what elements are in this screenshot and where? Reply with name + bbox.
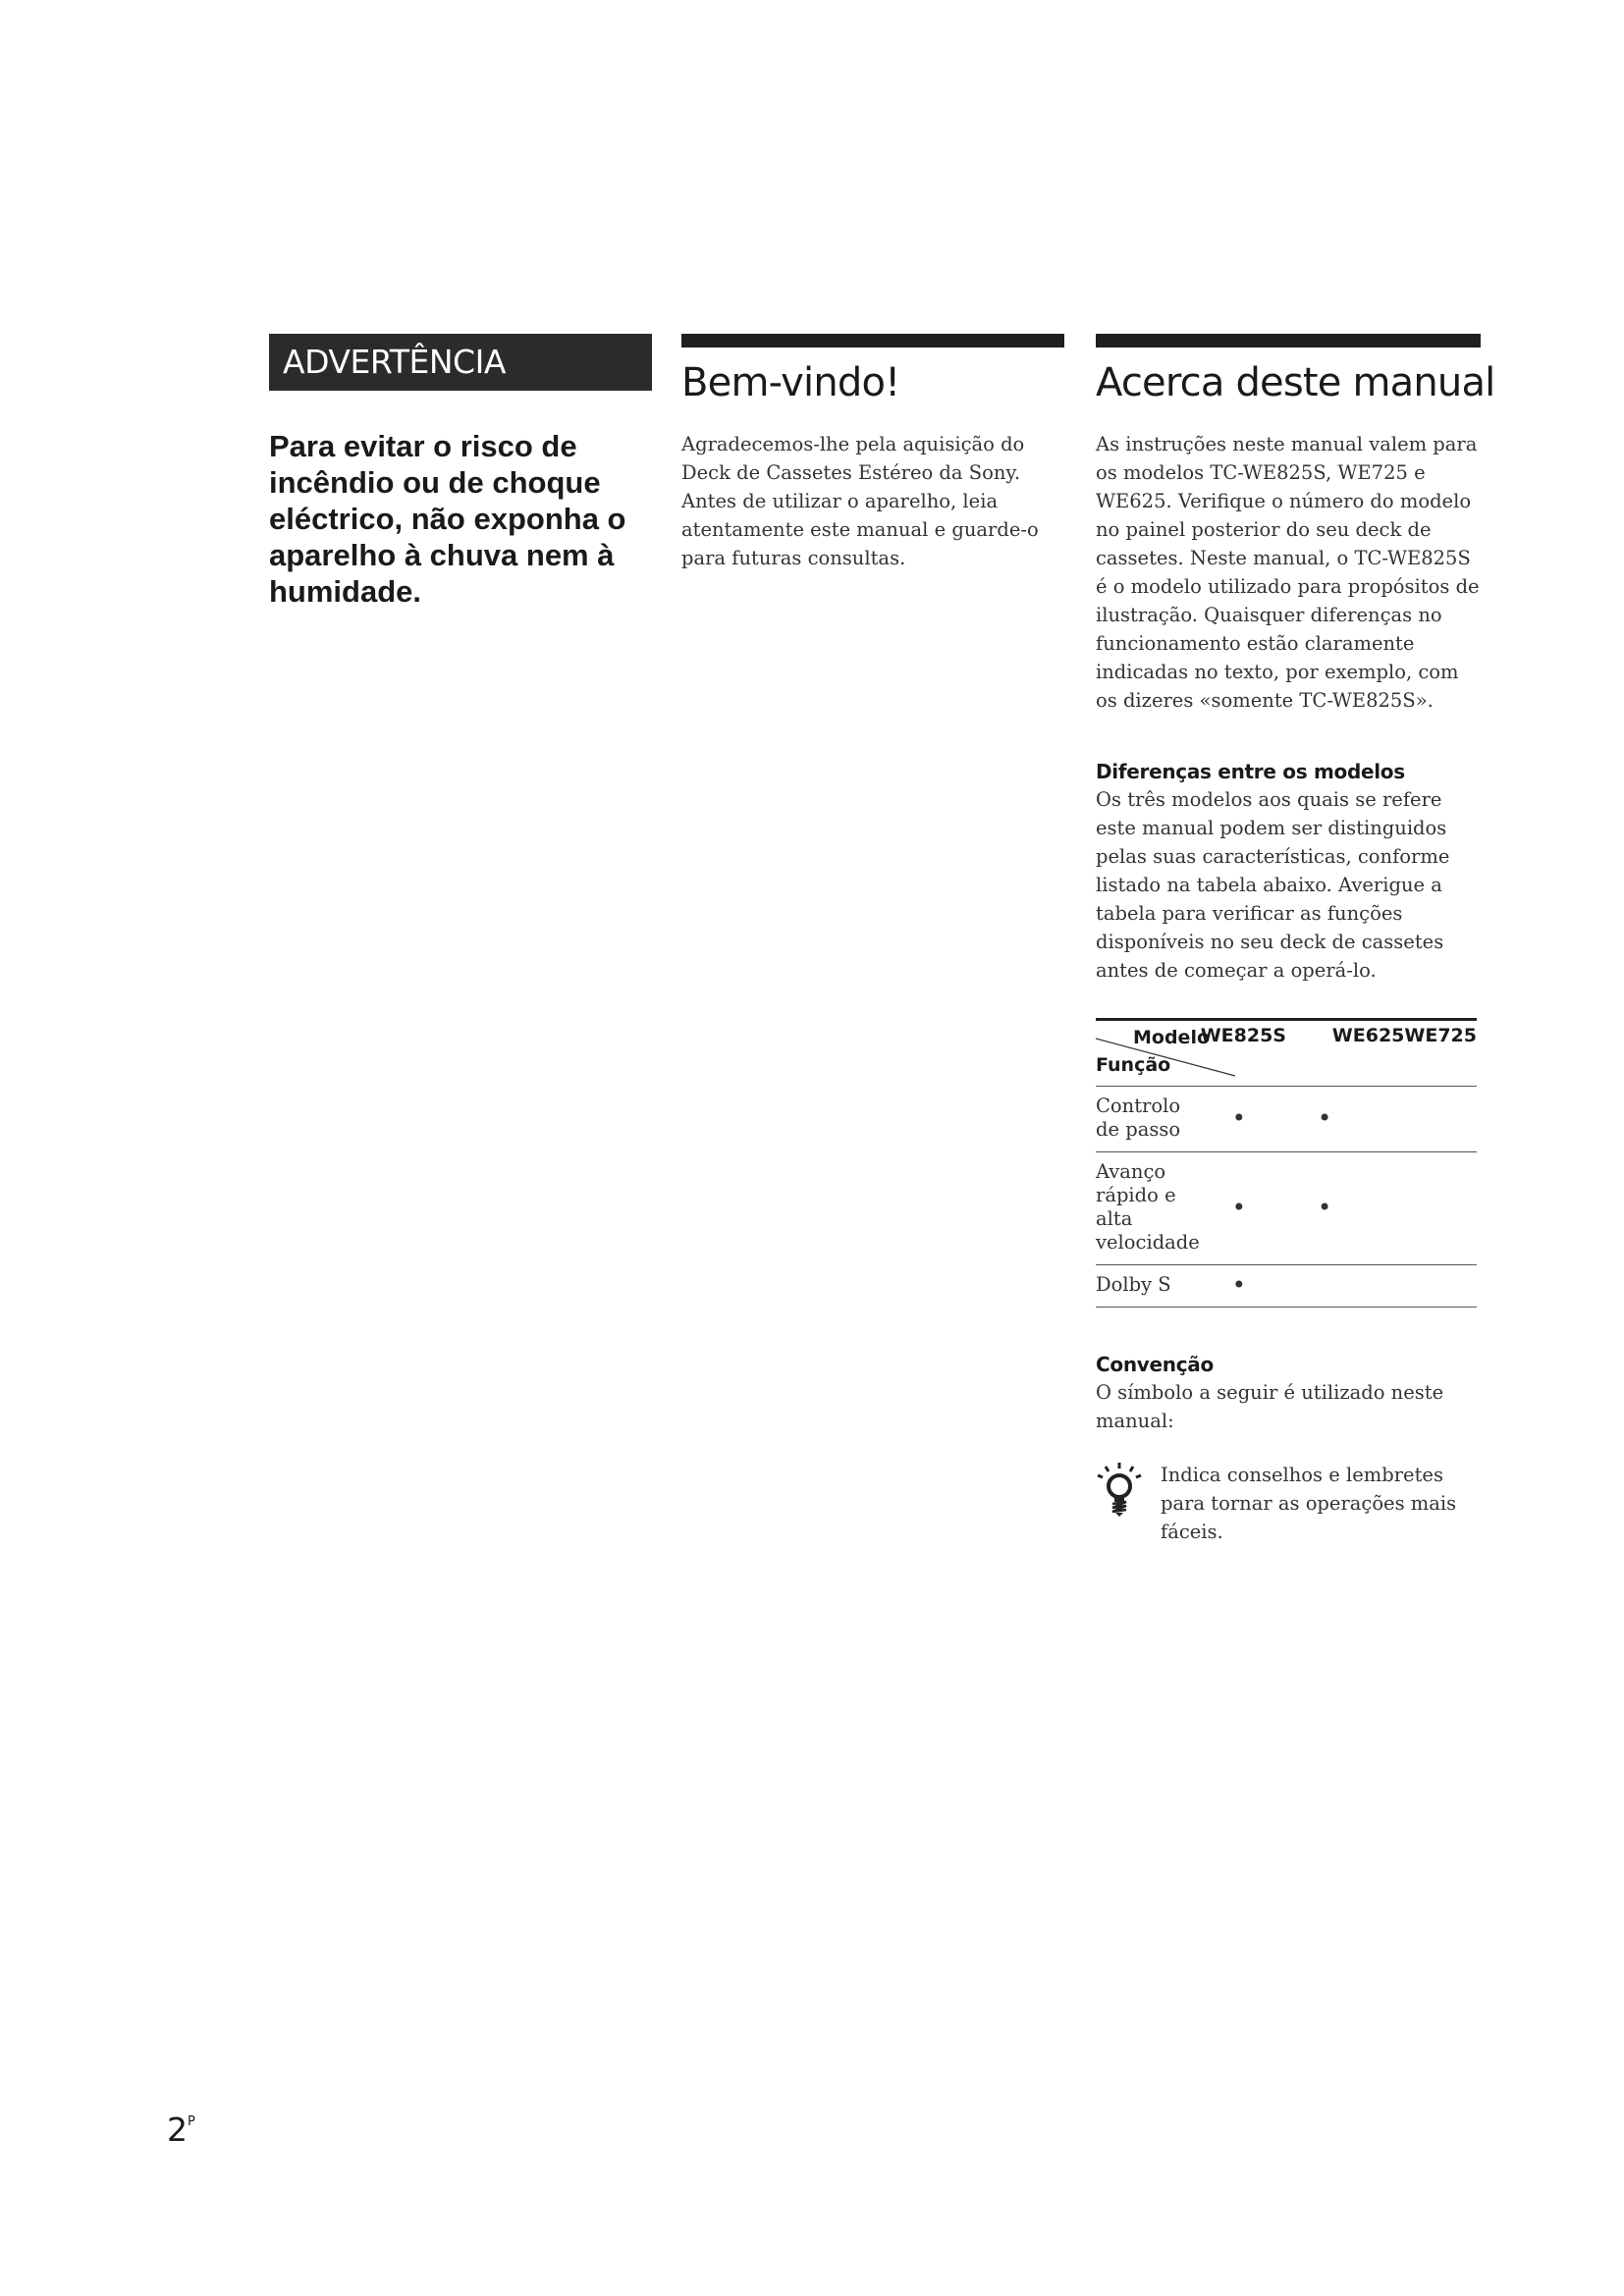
table-corner-cell (1096, 1020, 1211, 1087)
section-rule (681, 334, 1064, 347)
table-cell-mark: • (1286, 1087, 1332, 1152)
page-suffix: P (188, 2114, 195, 2129)
section-rule (1096, 334, 1481, 347)
welcome-text: Agradecemos-lhe pela aquisição do Deck de Cassetes Estéreo da Sony. Antes de utilizar o aparelho, leia atentamente este manual e guarde-o para futuras consultas. (681, 433, 1039, 569)
warning-text: Para evitar o risco de incêndio ou de choque eléctrico, não exponha o aparelho à chuva nem à humidade. (269, 429, 626, 609)
table-header-row (1096, 1020, 1477, 1087)
table-cell-function: Avanço rápido e alta velocidade (1096, 1152, 1201, 1265)
table-cell-mark (1332, 1265, 1477, 1308)
warning-column (269, 334, 652, 610)
lightbulb-tip-icon (1096, 1461, 1161, 1546)
page-number: $2^P$ (167, 2110, 195, 2149)
table-header-we625-we725: WE625WE725 (1331, 1025, 1477, 1046)
convention-title: Convenção (1096, 1353, 1214, 1376)
tip-description: Indica conselhos e lembretes para tornar as operações mais fáceis. (1161, 1464, 1457, 1543)
table-cell-mark (1286, 1265, 1332, 1308)
model-comparison-table (1096, 1018, 1477, 1308)
table-cell-mark (1332, 1152, 1477, 1265)
table-header-model: Modelo (1133, 1027, 1211, 1048)
table-cell-mark: • (1201, 1087, 1286, 1152)
warning-title: ADVERTÊNCIA (269, 334, 652, 391)
welcome-title: Bem-vindo! (681, 360, 900, 405)
table-header-function: Função (1096, 1054, 1171, 1076)
differences-title: Diferenças entre os modelos (1096, 760, 1405, 783)
table-header-we825s: WE825S (1200, 1025, 1286, 1046)
welcome-column (681, 334, 1064, 572)
about-column (1096, 334, 1495, 1546)
table-header-empty (1286, 1020, 1332, 1087)
about-text: As instruções neste manual valem para os modelos TC-WE825S, WE725 e WE625. Verifique o número do modelo no painel posterior do seu deck de cassetes. Neste manual, o TC-WE825S é o modelo utilizado para propósitos de ilustração. Quaisquer diferenças no funcionamento estão claramente indicadas no texto, por exemplo, com os dizeres «somente TC-WE825S». (1096, 433, 1480, 712)
convention-text: O símbolo a seguir é utilizado neste manual: (1096, 1381, 1444, 1432)
table-row (1096, 1152, 1477, 1265)
table-row (1096, 1087, 1477, 1152)
about-title: Acerca deste manual (1096, 360, 1495, 405)
table-cell-mark (1332, 1087, 1477, 1152)
table-cell-mark: • (1201, 1152, 1286, 1265)
table-cell-function: Dolby S (1096, 1265, 1201, 1308)
table-row (1096, 1265, 1477, 1308)
table-cell-mark: • (1201, 1265, 1286, 1308)
differences-text: Os três modelos aos quais se refere este manual podem ser distinguidos pelas suas características, conforme listado na tabela abaixo. Averigue a tabela para verificar as funções disponíveis no seu deck de cassetes antes de começar a operá-lo. (1096, 788, 1450, 982)
table-cell-function: Controlo de passo (1096, 1087, 1201, 1152)
table-cell-mark: • (1286, 1152, 1332, 1265)
tip-legend (1096, 1461, 1481, 1546)
